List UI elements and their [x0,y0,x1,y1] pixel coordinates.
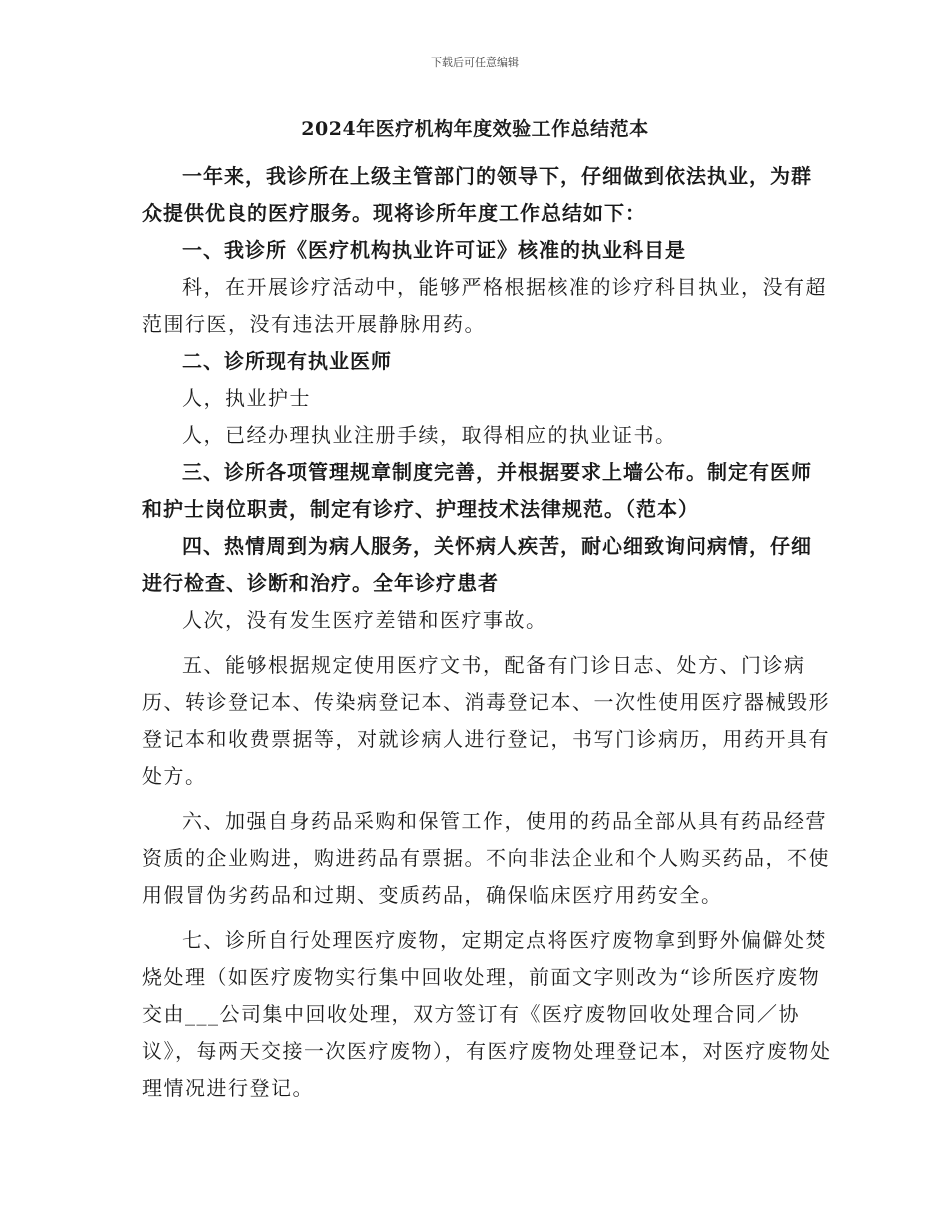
section-1-heading: 一、我诊所《医疗机构执业许可证》核准的执业科目是 [182,238,686,262]
document-title: 2024年医疗机构年度效验工作总结范本 [301,118,649,140]
section-1-body: 科，在开展诊疗活动中，能够严格根据核准的诊疗科目执业，没有超范围行医，没有违法开展静脉用药。 [142,275,827,336]
section-6-paragraph: 六、加强自身药品采购和保管工作，使用的药品全部从具有药品经营资质的企业购进，购进药品有票据。不向非法企业和个人购买药品，不使用假冒伪劣药品和过期、变质药品，确保临床医疗用药安全。 [142,809,830,907]
section-3-paragraph: 三、诊所各项管理规章制度完善，并根据要求上墙公布。制定有医师和护士岗位职责，制定有诊疗、护理技术法律规范。（范本） [142,460,812,521]
section-4-body: 人次，没有发生医疗差错和医疗事故。 [182,608,548,632]
section-2-heading: 二、诊所现有执业医师 [182,349,392,373]
section-4-paragraph: 四、热情周到为病人服务，关怀病人疾苦，耐心细致询问病情，仔细进行检查、诊断和治疗。全年诊疗患者 [142,534,812,595]
section-2-nurses: 人，执业护士 [182,386,311,410]
section-7-paragraph: 七、诊所自行处理医疗废物，定期定点将医疗废物拿到野外偏僻处焚烧处理（如医疗废物实行集中回收处理，前面文字则改为“诊所医疗废物交由___公司集中回收处理，双方签订有《医疗废物回收处理合同／协议》，每两天交接一次医疗废物），有医疗废物处理登记本，对医疗废物处理情况进行登记。 [142,928,832,1100]
document-body [142,158,832,1107]
header-note: 下载后可任意编辑 [431,56,519,69]
intro-paragraph: 一年来，我诊所在上级主管部门的领导下，仔细做到依法执业，为群众提供优良的医疗服务。现将诊所年度工作总结如下： [142,164,812,225]
section-5-paragraph: 五、能够根据规定使用医疗文书，配备有门诊日志、处方、门诊病历、转诊登记本、传染病登记本、消毒登记本、一次性使用医疗器械毁形登记本和收费票据等，对就诊病人进行登记，书写门诊病历，用药开具有处方。 [142,653,830,788]
section-2-registration: 人，已经办理执业注册手续，取得相应的执业证书。 [182,423,677,447]
